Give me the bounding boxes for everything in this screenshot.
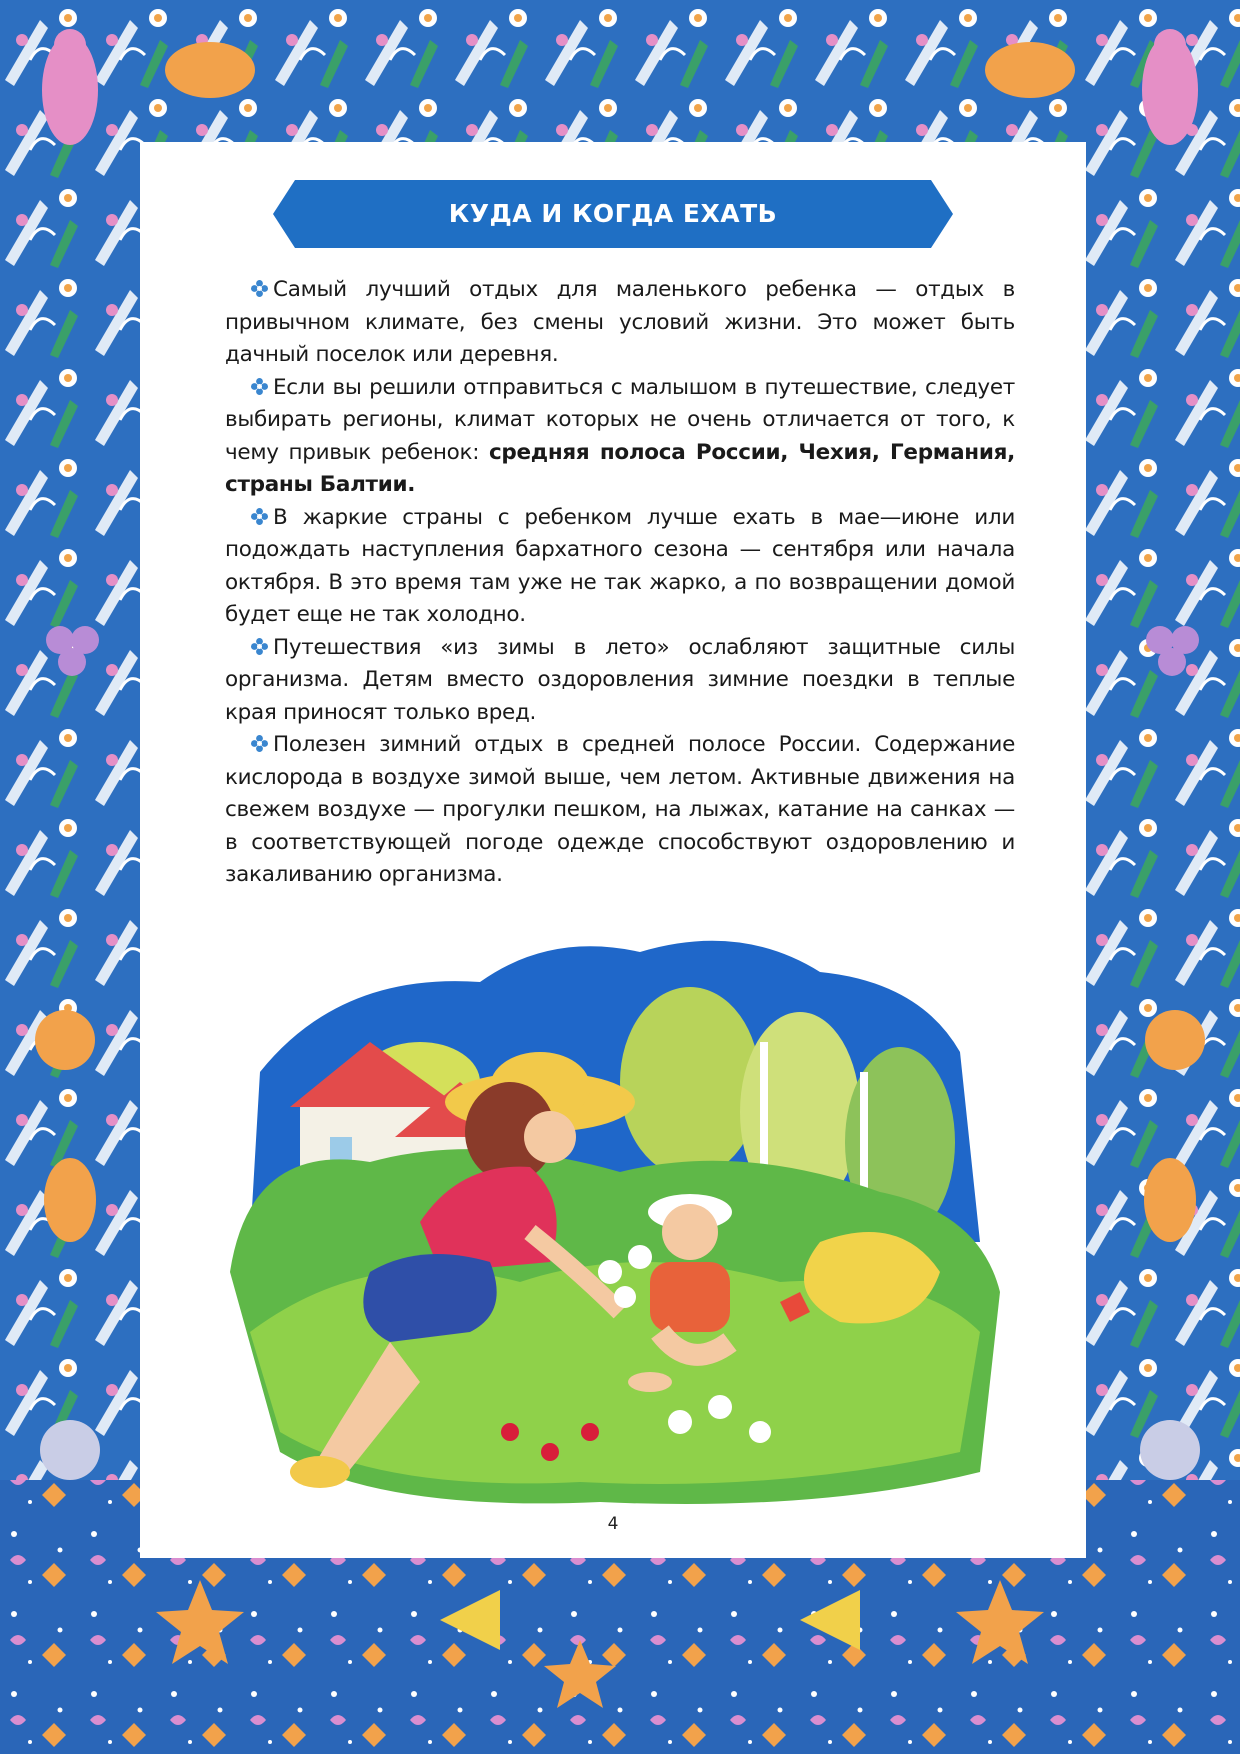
paragraph-1 bbox=[225, 274, 1015, 372]
paragraph-text: Если вы решили отправиться с малышом в путешествие, следует выбирать регионы, климат которых не очень отличается от того, к чему привык ребенок: bbox=[225, 374, 1015, 465]
flower-bullet-icon bbox=[251, 735, 268, 752]
content-page bbox=[140, 142, 1086, 1558]
paragraph-text: Полезен зимний отдых в средней полосе России. Содержание кислорода в воздухе зимой выше, чем летом. Активные движения на свежем воздухе — прогулки пешком, на лыжах, катание на санках — в соответствующей погоде одежде способствуют оздоровлению и закаливанию организма. bbox=[225, 732, 1015, 887]
flower-bullet-icon bbox=[251, 378, 268, 395]
paragraph-text: Путешествия «из зимы в лето» ослабляют защитные силы организма. Детям вместо оздоровления зимние поездки в теплые края приносят только вред. bbox=[225, 634, 1015, 725]
page-title: КУДА И КОГДА ЕХАТЬ bbox=[448, 199, 778, 228]
title-banner bbox=[273, 180, 953, 248]
page-number: 4 bbox=[607, 1514, 619, 1534]
summer-meadow-illustration bbox=[220, 912, 1010, 1512]
paragraph-text: В жаркие страны с ребенком лучше ехать в мае—июне или подождать наступления бархатного сезона — сентября или начала октября. В это время там уже не так жарко, а по возвращении домой будет еще не так холодно. bbox=[225, 504, 1015, 627]
paragraph-2 bbox=[225, 372, 1015, 502]
paragraph-text: Самый лучший отдых для маленького ребенка — отдых в привычном климате, без смены условий жизни. Это может быть дачный поселок или деревня. bbox=[225, 277, 1015, 367]
flower-bullet-icon bbox=[251, 508, 268, 525]
paragraph-bold-text: средняя полоса России, Чехия, Германия, страны Балтии. bbox=[225, 439, 1015, 497]
paragraph-3 bbox=[225, 502, 1015, 632]
article-body bbox=[225, 274, 1015, 892]
flower-bullet-icon bbox=[251, 280, 268, 297]
paragraph-4 bbox=[225, 632, 1015, 730]
paragraph-5 bbox=[225, 729, 1015, 892]
flower-bullet-icon bbox=[251, 638, 268, 655]
